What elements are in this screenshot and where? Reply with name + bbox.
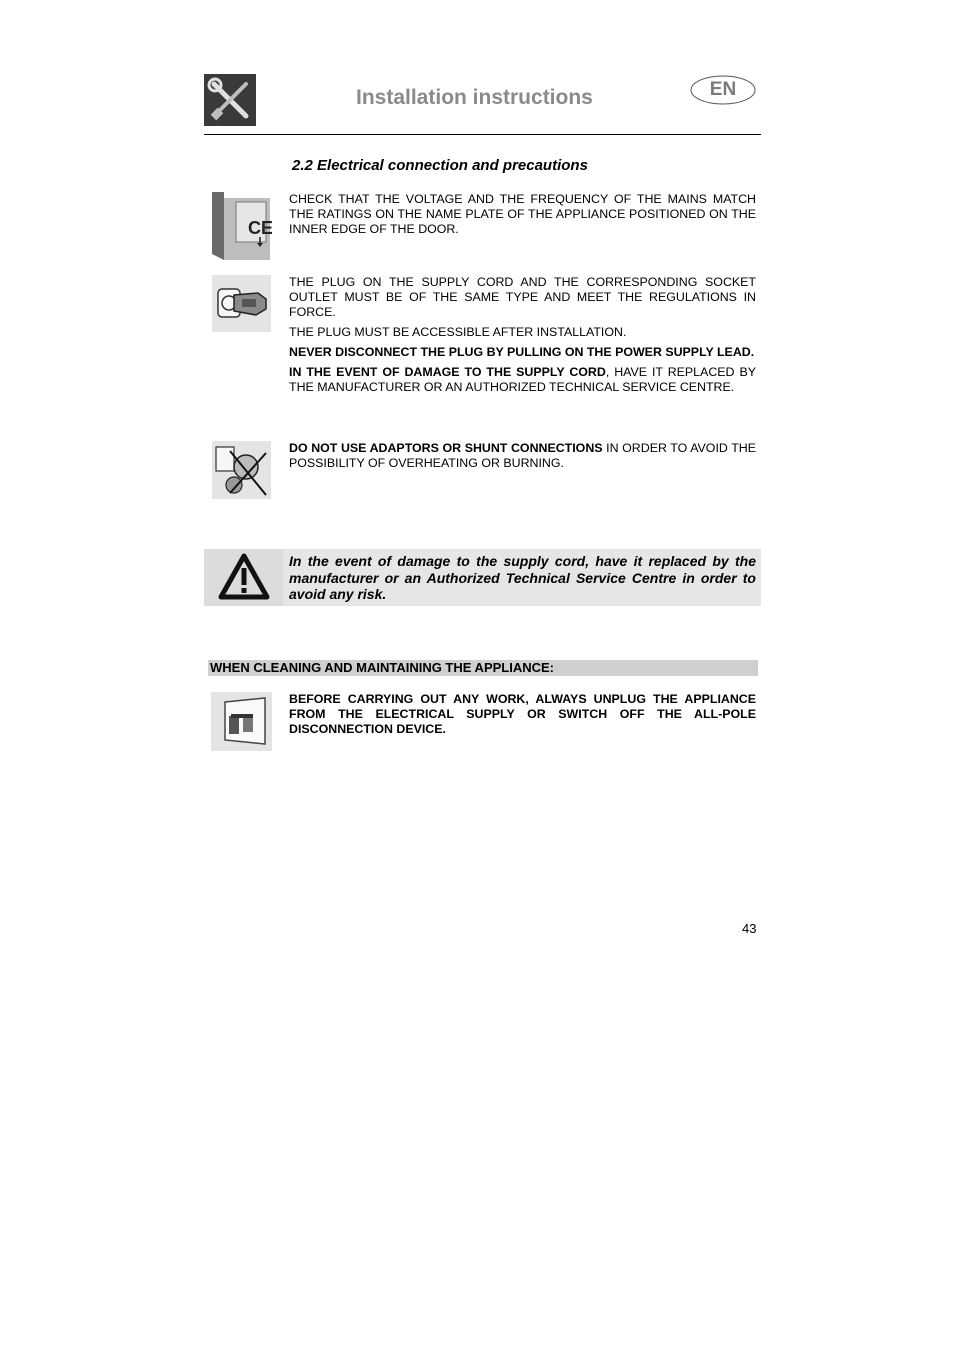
plug-damage-rest: , HAVE IT REPLACED BY THE MANUFACTURER OR AN AUTHORIZED TECHNICAL SERVICE CENTRE. — [289, 365, 756, 394]
cleaning-heading: WHEN CLEANING AND MAINTAINING THE APPLIANCE: — [210, 660, 555, 675]
adaptors-text — [289, 441, 756, 471]
no-adaptor-icon — [212, 441, 271, 499]
page-number: 43 — [742, 921, 757, 936]
warning-text: In the event of damage to the supply cord, have it replaced by the manufacturer or an Authorized Technical Service Centre in order to avoid any risk. — [289, 553, 756, 602]
adaptors-rest: IN ORDER TO AVOID THE POSSIBILITY OF OVERHEATING OR BURNING. — [289, 441, 756, 470]
warning-icon — [204, 549, 283, 606]
page-title: Installation instructions — [356, 86, 593, 109]
voltage-text: CHECK THAT THE VOLTAGE AND THE FREQUENCY OF THE MAINS MATCH THE RATINGS ON THE NAME PLATE OF THE APPLIANCE POSITIONED ON THE INNER EDGE OF THE DOOR. — [289, 192, 756, 236]
rating-plate-icon — [212, 192, 272, 260]
adaptors-paragraph — [289, 441, 756, 476]
voltage-paragraph — [289, 192, 756, 242]
plug-damage-text — [289, 365, 756, 395]
language-code: EN — [709, 79, 737, 100]
plug-type-text: THE PLUG ON THE SUPPLY CORD AND THE CORRESPONDING SOCKET OUTLET MUST BE OF THE SAME TYPE AND MEET THE REGULATIONS IN FORCE. — [289, 275, 756, 319]
language-badge — [690, 75, 756, 105]
plug-paragraphs — [289, 275, 756, 400]
wall-switch-icon — [211, 692, 272, 751]
cleaning-paragraph — [289, 692, 756, 742]
plug-damage-bold: IN THE EVENT OF DAMAGE TO THE SUPPLY CORD — [289, 365, 606, 379]
cleaning-text: BEFORE CARRYING OUT ANY WORK, ALWAYS UNPLUG THE APPLIANCE FROM THE ELECTRICAL SUPPLY OR SWITCH OFF THE ALL-POLE DISCONNECTION DEVICE. — [289, 692, 756, 736]
plug-accessible-text: THE PLUG MUST BE ACCESSIBLE AFTER INSTALLATION. — [289, 325, 627, 339]
svg-text:CE: CE — [248, 218, 272, 238]
adaptors-bold: DO NOT USE ADAPTORS OR SHUNT CONNECTIONS — [289, 441, 603, 455]
plug-disconnect-text: NEVER DISCONNECT THE PLUG BY PULLING ON THE POWER SUPPLY LEAD. — [289, 345, 755, 359]
plug-socket-icon — [212, 275, 271, 332]
tools-icon — [204, 74, 256, 126]
header-divider — [204, 134, 761, 135]
section-title: 2.2 Electrical connection and precautions — [292, 157, 588, 174]
